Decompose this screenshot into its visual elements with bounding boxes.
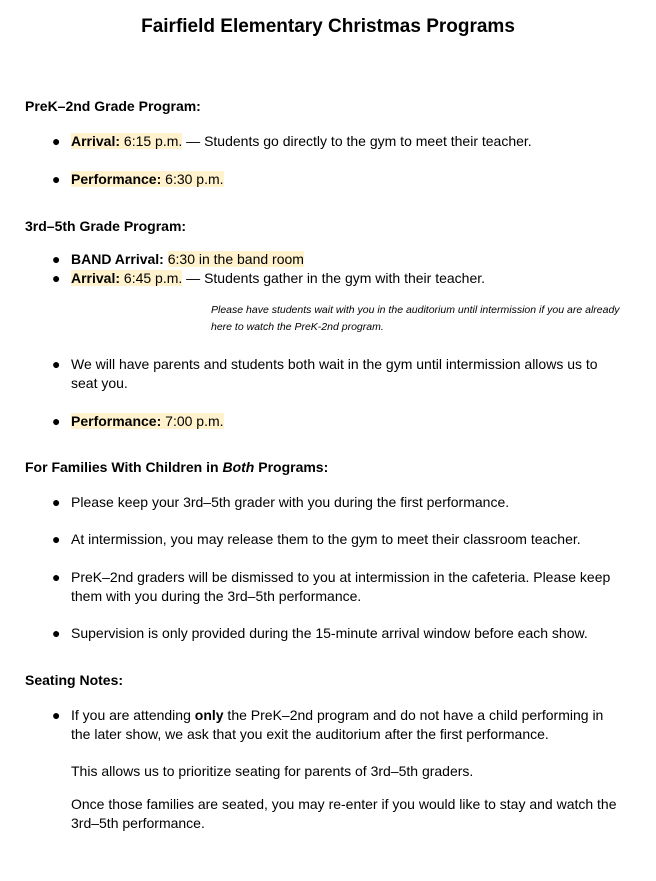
list-item: ● We will have parents and students both wait in the gym until intermission allows us to seat you. xyxy=(52,356,598,391)
section-heading-3rd-5th: 3rd–5th Grade Program: xyxy=(25,218,187,234)
paragraph: Once those families are seated, you may re-enter if you would like to stay and watch the 3rd–5th performance. xyxy=(71,796,617,831)
section-heading-seating: Seating Notes: xyxy=(25,672,124,688)
bullet-icon: ● xyxy=(52,707,61,723)
bullet-icon: ● xyxy=(52,251,61,267)
list-item: ● Performance: 7:00 p.m. xyxy=(52,413,224,429)
bullet-icon: ● xyxy=(52,569,61,585)
bullet-icon: ● xyxy=(52,270,61,286)
list-item: ● Arrival: 6:45 p.m. — Students gather in the gym with their teacher. xyxy=(52,270,486,286)
list-item: ● Supervision is only provided during the 15-minute arrival window before each show. xyxy=(52,625,588,641)
list-item: ● At intermission, you may release them to the gym to meet their classroom teacher. xyxy=(52,531,581,547)
list-item: ● Arrival: 6:15 p.m. — Students go directly to the gym to meet their teacher. xyxy=(52,133,532,149)
list-item: ● BAND Arrival: 6:30 in the band room xyxy=(52,251,304,267)
bullet-icon: ● xyxy=(52,413,61,429)
list-item: ● Performance: 6:30 p.m. xyxy=(52,171,224,187)
section-heading-prek: PreK–2nd Grade Program: xyxy=(25,98,201,114)
bullet-icon: ● xyxy=(52,133,61,149)
bullet-icon: ● xyxy=(52,356,61,372)
italic-note: Please have students wait with you in the auditorium until intermission if you are already here to watch the PreK-2nd program. xyxy=(211,304,620,333)
bullet-icon: ● xyxy=(52,625,61,641)
list-item: ● Please keep your 3rd–5th grader with you during the first performance. xyxy=(52,494,510,510)
paragraph: This allows us to prioritize seating for parents of 3rd–5th graders. xyxy=(71,763,474,779)
bullet-icon: ● xyxy=(52,171,61,187)
bullet-icon: ● xyxy=(52,494,61,510)
section-heading-both: For Families With Children in Both Programs: xyxy=(25,459,329,475)
list-item: ● If you are attending only the PreK–2nd program and do not have a child performing in the later show, we ask that you exit the auditorium after the first performance. xyxy=(52,707,604,742)
document-title: Fairfield Elementary Christmas Programs xyxy=(141,16,515,37)
list-item: ● PreK–2nd graders will be dismissed to you at intermission in the cafeteria. Please keep them with you during the 3rd–5th performance. xyxy=(52,569,611,604)
bullet-icon: ● xyxy=(52,531,61,547)
